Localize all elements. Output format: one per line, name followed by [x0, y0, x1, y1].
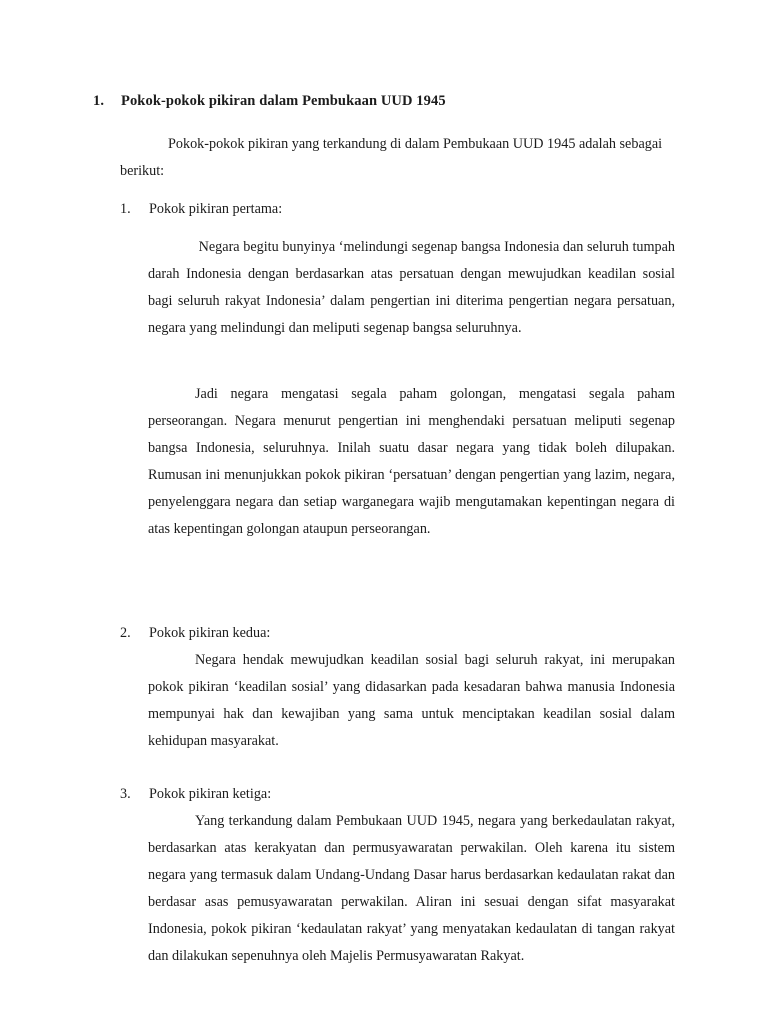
item-2-label: Pokok pikiran kedua:: [149, 625, 271, 641]
item-1-paragraph-2: [148, 381, 675, 543]
item-2-number: 2.: [120, 625, 131, 641]
item-1-heading: [120, 201, 282, 218]
item-1-paragraph-1-text: Negara begitu bunyinya ‘melindungi segenap bangsa Indonesia dan seluruh tumpah darah Indonesia dengan berdasarkan atas persatuan dengan mewujudkan keadilan sosial bagi seluruh rakyat Indonesia’ dalam pengertian ini diterima pengertian negara persatuan, negara yang melindungi dan meliputi segenap bangsa seluruhnya.: [148, 239, 675, 336]
item-1-paragraph-2-text: Jadi negara mengatasi segala paham golongan, mengatasi segala paham perseorangan. Negara menurut pengertian ini menghendaki persatuan meliputi segenap bangsa Indonesia, seluruhnya. Inilah suatu dasar negara yang tidak boleh dilupakan. Rumusan ini menunjukkan pokok pikiran ‘persatuan’ dengan pengertian yang lazim, negara, penyelenggara negara dan setiap warganegara wajib mengutamakan kepentingan negara di atas kepentingan golongan ataupun perseorangan.: [148, 386, 675, 537]
item-3-number: 3.: [120, 786, 131, 802]
item-2-heading: [120, 625, 270, 642]
item-2-paragraph-1-text: Negara hendak mewujudkan keadilan sosial bagi seluruh rakyat, ini merupakan pokok pikiran ‘keadilan sosial’ yang didasarkan pada kesadaran bahwa manusia Indonesia mempunyai hak dan kewajiban yang sama untuk menciptakan keadilan sosial dalam kehidupan masyarakat.: [148, 652, 675, 749]
section-title: Pokok-pokok pikiran dalam Pembukaan UUD 1945: [121, 93, 446, 109]
intro-paragraph: [120, 131, 665, 185]
item-1-paragraph-1: [148, 234, 675, 342]
intro-text: Pokok-pokok pikiran yang terkandung di dalam Pembukaan UUD 1945 adalah sebagai berikut:: [120, 136, 663, 179]
item-3-paragraph-1-text: Yang terkandung dalam Pembukaan UUD 1945, negara yang berkedaulatan rakyat, berdasarkan atas kerakyatan dan permusyawaratan perwakilan. Oleh karena itu sistem negara yang termasuk dalam Undang-Undang Dasar harus berdasarkan kedaulatan rakat dan berdasar asas pemusyawaratan perwakilan. Aliran ini sesuai dengan sifat masyarakat Indonesia, pokok pikiran ‘kedaulatan rakyat’ yang menyatakan kedaulatan di tangan rakyat dan dilakukan sepenuhnya oleh Majelis Permusyawaratan Rakyat.: [148, 813, 675, 964]
item-3-heading: [120, 786, 271, 803]
item-1-number: 1.: [120, 201, 131, 217]
section-heading: [93, 93, 446, 110]
item-2-paragraph-1: [148, 647, 675, 755]
item-3-label: Pokok pikiran ketiga:: [149, 786, 272, 802]
section-number: 1.: [93, 93, 105, 109]
item-3-paragraph-1: [148, 808, 675, 970]
item-1-label: Pokok pikiran pertama:: [149, 201, 283, 217]
